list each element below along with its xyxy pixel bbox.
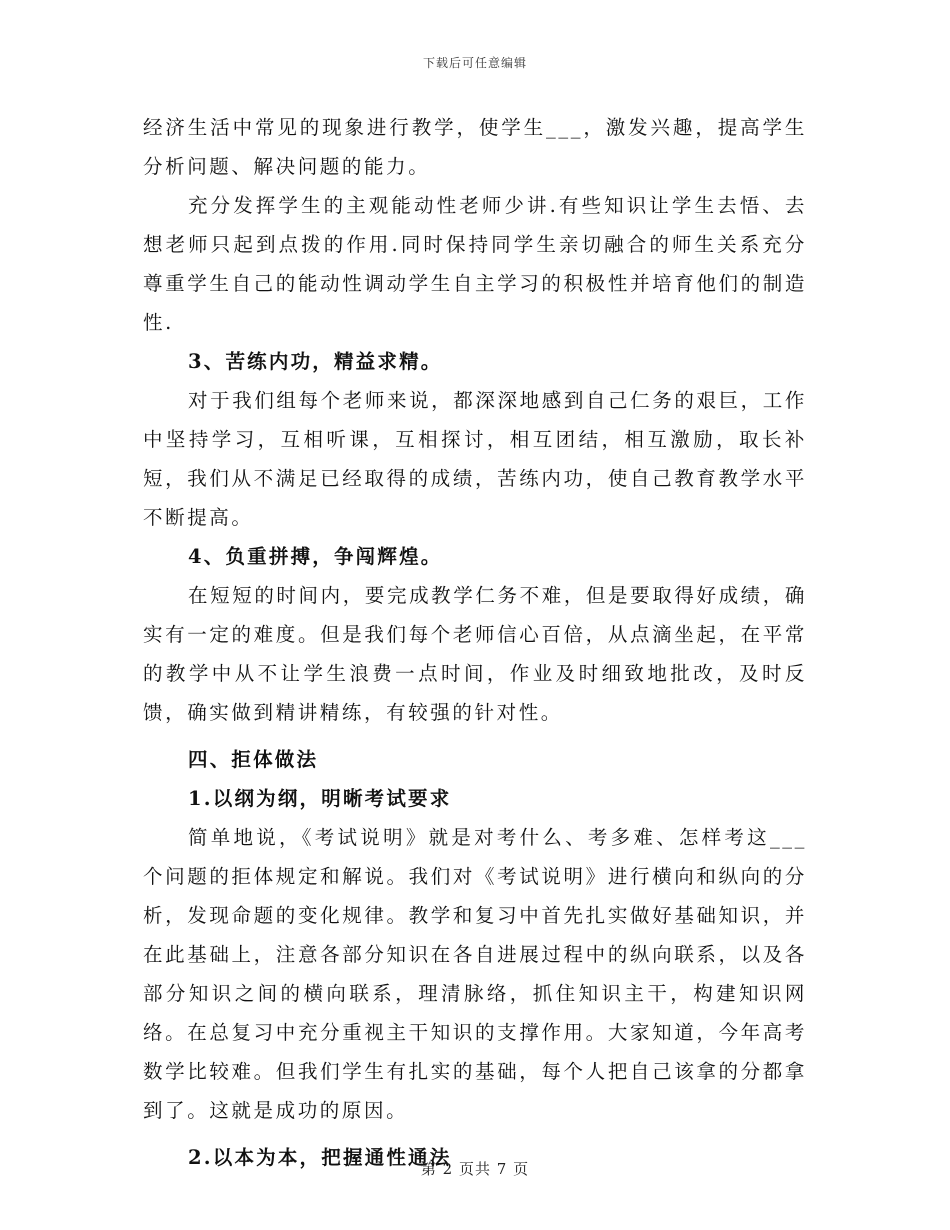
paragraph-exam-requirements: 简单地说，《考试说明》就是对考什么、考多难、怎样考这___个问题的拒体规定和解说。我们对《考试说明》进行横向和纵向的分析，发现命题的变化规律。教学和复习中首先扎实做好基础知识，并在此基础上，注意各部分知识在各自进展过程中的纵向联系，以及各部分知识之间的横向联系，理清脉络，抓住知识主干，构建知识网络。在总复习中充分重视主干知识的支撑作用。大家知道，今年高考数学比较难。但我们学生有扎实的基础，每个人把自己该拿的分都拿到了。这就是成功的原因。: [143, 826, 807, 1122]
heading-3: 3、苦练内功，精益求精。: [188, 350, 443, 373]
heading-4: 4、负重拼搏，争闯辉煌。: [188, 545, 443, 568]
paragraph-practice: 对于我们组每个老师来说，都深深地感到自己仁务的艰巨，工作中坚持学习，互相听课，互相探讨，相互团结，相互激励，取长补短，我们从不满足已经取得的成绩，苦练内功，使自己教育教学水平不断提高。: [143, 389, 807, 529]
paragraph-initiative: 充分发挥学生的主观能动性老师少讲.有些知识让学生去悟、去想老师只起到点拨的作用.同时保持同学生亲切融合的师生关系充分尊重学生自己的能动性调动学生自主学习的积极性并培育他们的制造性.: [143, 194, 807, 334]
page-footer: 第 2 页共 7 页: [420, 1160, 530, 1178]
subheading-2: 2.以本为本，把握通性通法: [188, 1146, 452, 1169]
paragraph-continuation: 经济生活中常见的现象进行教学，使学生___，激发兴趣，提高学生分析问题、解决问题的能力。: [143, 116, 807, 178]
subheading-1: 1.以纲为纲，明晰考试要求: [188, 787, 452, 810]
paragraph-effort: 在短短的时间内，要完成教学仁务不难，但是要取得好成绩，确实有一定的难度。但是我们每个老师信心百倍，从点滴坐起，在平常的教学中从不让学生浪费一点时间，作业及时细致地批改，及时反馈，确实做到精讲精练，有较强的针对性。: [143, 584, 807, 724]
page-header: 下载后可任意编辑: [422, 56, 527, 70]
section-heading: 四、拒体做法: [188, 748, 319, 771]
document-body: [143, 108, 807, 1177]
